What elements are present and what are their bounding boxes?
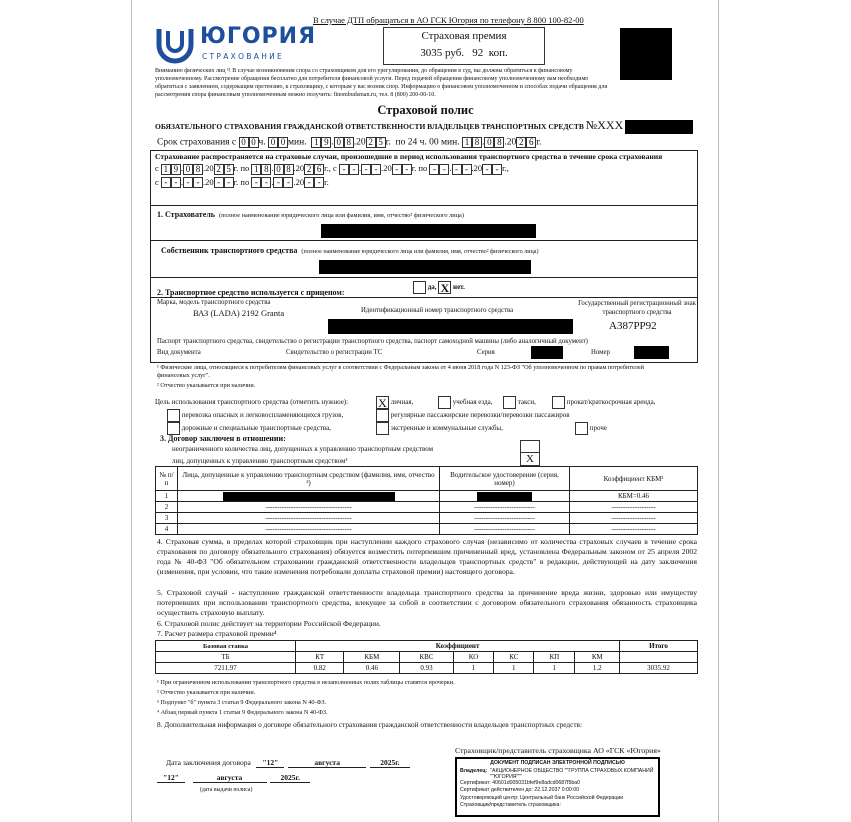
period-row-3: с - - . - - .20 - - г. по - - . - - .20 - - г. (155, 176, 329, 188)
ombudsman-notice: Вниманию физических лиц ¹! В случае возникновения спора со страховщиком для его урегулирования, до обращения в суд, вы должны обратиться к финансовому уполномоченному. Рассмотрение обращения бесплатно для потребителя финансовой услуги. Перед подачей обращения финансовому уполномоченному вам необходимо обратиться с заявлением, содержащим претензию, к страховщику, с которым у вас возник спор. Информацию о финансовом уполномоченном и способах подачи обращения для рассмотрения спора финансовым уполномоченным можно получить: finombudsman.ru, тел. 8 (800) 200-00-10. (155, 68, 608, 98)
digit-box: 2 (214, 164, 224, 175)
driver-name: ------------------------------------- (178, 502, 440, 513)
footnote-2: ² Отчество указывается при наличии. (157, 382, 256, 389)
year-label: г. (385, 137, 391, 148)
digit-box: - (402, 164, 412, 175)
digit-group (304, 163, 324, 173)
digit-group (311, 138, 331, 148)
digit-box: - (161, 177, 171, 188)
digit-box: - (452, 164, 462, 175)
usage-period-box (150, 150, 698, 206)
series-label: Серия (477, 349, 495, 356)
digit-box: 1 (462, 137, 472, 148)
coef-value: 1 (534, 663, 575, 674)
number-redacted (634, 346, 669, 359)
col-number: № п/п (156, 467, 178, 491)
digit-box: - (462, 164, 472, 175)
digit-box: - (171, 177, 181, 188)
digit-box: - (214, 177, 224, 188)
clause-6: 6. Страховой полис действует на территории Российской Федерации. (157, 619, 381, 628)
series-redacted (531, 346, 563, 359)
esig-valid: 22.12.2037 0:00:00 (534, 787, 580, 793)
digit-box: - (193, 177, 203, 188)
digit-box: 8 (472, 137, 482, 148)
digit-group (251, 177, 271, 187)
coef-value: 1 (453, 663, 494, 674)
hours-label: ч. (258, 137, 266, 148)
digit-box: 0 (183, 164, 193, 175)
row-number: 2 (156, 502, 178, 513)
digit-group (183, 177, 203, 187)
owner-section (150, 240, 698, 278)
digit-box: 8 (344, 137, 354, 148)
license: -------------------------- (440, 513, 570, 524)
digit-box: 0 (484, 137, 494, 148)
issue-day: "12" (157, 773, 185, 783)
digit-group (274, 163, 294, 173)
premium-calc-table (155, 640, 698, 674)
footnote-b2: ² Отчество указывается при наличии. (157, 689, 256, 696)
qr-code-redacted (620, 28, 672, 80)
license: -------------------------- (440, 502, 570, 513)
purpose-emergency-label: экстренные и коммунальные службы, (390, 424, 503, 433)
to-label: по (240, 163, 250, 173)
digit-group (268, 138, 288, 148)
premium-box (383, 27, 545, 65)
insurance-term: Срок страхования с 0 0 ч. 0 0 мин. 1 9 . 0 8 .20 2 5 г. по 24 ч. 00 мин. 1 8 . 0 8 .20 2 6 г. (157, 137, 542, 148)
digit-group (392, 163, 412, 173)
coef-name: КО (453, 652, 494, 663)
coef-name: КП (534, 652, 575, 663)
model-label: Марка, модель транспортного средства (157, 299, 271, 306)
doc-title: Паспорт транспортного средства, свидетельство о регистрации транспортного средства, паспорт самоходной машины (либо аналогичный документ) (157, 338, 588, 345)
kbm-value: ------------------- (570, 524, 698, 535)
clause-8: 8. Дополнительная информация о договоре обязательного страхования гражданской ответственности владельцев транспортных средств: (157, 720, 583, 729)
trailer-options (413, 281, 465, 294)
digit-box: 1 (251, 164, 261, 175)
total-value: 3035.92 (620, 663, 698, 674)
driver-name-redacted (178, 491, 440, 502)
drivers-table (155, 466, 698, 535)
footnote-b3: ³ Подпункт "б" пункта 3 статьи 9 Федерального закона N 40-ФЗ. (157, 699, 327, 706)
owner-label: Собственник транспортного средства (161, 246, 298, 255)
digit-group (239, 138, 259, 148)
esig-cert: 40601d005031bfef9e8adcd0687f5ba0 (492, 779, 580, 786)
digit-box: - (371, 164, 381, 175)
century: 20 (506, 137, 517, 148)
digit-box: 1 (161, 164, 171, 175)
esig-valid-label: Сертификат действителен до: (460, 787, 533, 793)
digit-box: 9 (171, 164, 181, 175)
trailer-yes-checkbox[interactable] (413, 281, 426, 294)
digit-box: 0 (334, 137, 344, 148)
e-signature-stamp (455, 757, 660, 817)
contract-date (166, 758, 410, 768)
digit-box: 8 (284, 164, 294, 175)
purpose-section (155, 393, 705, 435)
purpose-other-checkbox[interactable] (575, 422, 588, 435)
coef-name: КМ (575, 652, 620, 663)
contract-limited-checkbox[interactable]: X (520, 452, 540, 466)
footnote-1: ¹ Физические лица, относящиеся к потребителям финансовых услуг в соответствии с Федеральным закона от 4 июня 2018 года N 123-ФЗ "Об уполномоченном по правам потребителей финансовых услуг". (157, 364, 644, 379)
digit-group (273, 177, 293, 187)
row-number: 1 (156, 491, 178, 502)
digit-box: - (251, 177, 261, 188)
vin-redacted (328, 319, 573, 334)
coef-value: 0.93 (400, 663, 453, 674)
doc-type-label: Вид документа (157, 349, 201, 356)
digit-group (462, 138, 482, 148)
purpose-hazardous-checkbox[interactable] (167, 409, 180, 422)
plate-number: А387РР92 (609, 320, 657, 332)
trailer-no-label: нет. (453, 283, 465, 292)
purpose-passenger-checkbox[interactable] (376, 409, 389, 422)
digit-box: 0 (278, 137, 288, 148)
table-row (156, 524, 698, 535)
insurer-rep-label: Страховщик/представитель страховщика АО «ГСК «Югория» (455, 746, 661, 755)
page-title: Страховой полис (377, 103, 474, 117)
coef-name: КБМ (344, 652, 400, 663)
table-row (156, 513, 698, 524)
trailer-label: 2. Транспортное средство используется с прицепом: (157, 288, 345, 297)
total-header: Итого (620, 641, 698, 652)
total-empty (620, 652, 698, 663)
digit-box: 6 (314, 164, 324, 175)
purpose-special-label: дорожные и специальные транспортные средства, (181, 424, 331, 433)
coef-value: 1.2 (575, 663, 620, 674)
vin-label: Идентификационный номер транспортного средства (361, 307, 514, 314)
issue-date-hint: (дата выдачи полиса) (200, 787, 253, 793)
purpose-personal-checkbox[interactable]: X (376, 396, 389, 409)
clause-7: 7. Расчет размера страховой премии⁴ (157, 629, 277, 638)
digit-group (482, 163, 502, 173)
insurer-section (150, 205, 698, 241)
kbm-value: КБМ=0.46 (570, 491, 698, 502)
esig-owner: "АКЦИОНЕРНОЕ ОБЩЕСТВО ""ГРУППА СТРАХОВЫХ КОМПАНИЙ ""ЮГОРИЯ""" (490, 767, 654, 780)
contract-unlimited-label: неограниченного количества лиц, допущенных к управлению транспортным средством (172, 445, 433, 453)
row-number: 3 (156, 513, 178, 524)
digit-box: - (482, 164, 492, 175)
usage-period-title: Страхование распространяется на страховые случаи, произошедшие в период использования транспортного средства в течение срока страхования (155, 152, 663, 161)
coef-value: 7211.97 (156, 663, 296, 674)
digit-box: 1 (311, 137, 321, 148)
coef-value: 0.46 (344, 663, 400, 674)
digit-box: 6 (526, 137, 536, 148)
logo-name: ЮГОРИЯ (200, 24, 317, 49)
minutes-label: мин. (288, 137, 307, 148)
table-row (156, 491, 698, 502)
digit-group (304, 177, 324, 187)
plate-label: Государственный регистрационный знак транспортного средства (578, 300, 696, 316)
digit-box: 2 (304, 164, 314, 175)
digit-group (334, 138, 354, 148)
clause-5: 5. Страховой случай - наступление гражданской ответственности владельца транспортного средства за причинение вреда жизни, здоровью или имуществу потерпевших при использовании транспортного средства, влекущее за собой в соответствии с договором обязательного страхования обязанность страховщика осуществить страховую выплату. (157, 588, 697, 617)
policy-number-redacted (625, 120, 693, 134)
doc-type: Свидетельство о регистрации ТС (286, 349, 383, 356)
purpose-label: Цель использования транспортного средства (отметить нужное): (155, 398, 349, 406)
coef-values-row (156, 663, 698, 674)
issue-year: 2025г. (270, 773, 310, 783)
policy-number: №XXX (585, 118, 624, 132)
col-license: Водительское удостоверение (серия, номер) (440, 467, 570, 491)
digit-box: 8 (193, 164, 203, 175)
issue-date (157, 773, 310, 783)
purpose-hazardous-label: перевозка опасных и легковоспламеняющихся грузов, (181, 411, 344, 420)
col-kbm: Коэффициент КБМ³ (570, 467, 698, 491)
logo-mark-icon (155, 27, 195, 65)
esig-ca-label: Удостоверяющий центр: (460, 794, 519, 801)
coef-value: 1 (494, 663, 534, 674)
term-label: Срок страхования с (157, 137, 237, 148)
digit-box: - (361, 164, 371, 175)
insurer-hint: (полное наименование юридического лица или фамилия, имя, отчество² физического лица) (218, 212, 464, 219)
esig-title: ДОКУМЕНТ ПОДПИСАН ЭЛЕКТРОННОЙ ПОДПИСЬЮ (490, 760, 625, 766)
contract-label: 3. Договор заключен в отношении: (160, 434, 286, 443)
digit-box: - (349, 164, 359, 175)
esig-ca: Центральный банк Российской Федерации (520, 794, 624, 801)
digit-box: - (283, 177, 293, 188)
purpose-training-label: учебная езда, (452, 398, 493, 407)
driver-name: ------------------------------------- (178, 524, 440, 535)
digit-group (452, 163, 472, 173)
purpose-training-checkbox[interactable] (438, 396, 451, 409)
contract-limited-label: лиц, допущенных к управлению транспортным средством¹ (172, 457, 348, 465)
digit-box: 8 (494, 137, 504, 148)
premium-value: 3035 руб. 92 коп. (420, 47, 508, 59)
company-logo (155, 24, 317, 65)
clause-4: 4. Страховая сумма, в пределах которой страховщик при наступлении каждого страхового случая (независимо от количества страховых случаев в течение срока страхования по договору обязательного страхования) обязуется возместить потерпевшим причиненный вред, установлена Федеральным законом от 25 апреля 2002 года № 40-ФЗ "Об обязательном страховании гражданской ответственности владельцев транспортных средств" в редакции, действующей на дату заключения (изменения, при условии, что такие изменения потребовали доплаты страховой премии) настоящего договора. (157, 537, 697, 576)
coef-header: Коэффициент (296, 641, 620, 652)
digit-group (214, 163, 234, 173)
purpose-passenger-label: регулярные пассажирские перевозки/перевозки пассажиров (390, 411, 570, 420)
digit-box: - (339, 164, 349, 175)
contract-day: "12" (256, 758, 284, 768)
logo-subtitle: СТРАХОВАНИЕ (202, 52, 285, 61)
base-rate-header: Базовая ставка (156, 641, 296, 652)
purpose-rent-label: прокат/краткосрочная аренда, (566, 398, 656, 407)
coef-name: КС (494, 652, 534, 663)
digit-group (516, 138, 536, 148)
digit-group (251, 163, 271, 173)
coef-name: КВС (400, 652, 453, 663)
period-row-1: с 1 9 . 0 8 .20 2 5 г. по 1 8 . 0 8 .20 2 6 г., с - - . - - .20 - - г. по - - . - - .20 - - г., (155, 163, 509, 174)
digit-group (361, 163, 381, 173)
kbm-value: ------------------- (570, 513, 698, 524)
digit-box: 0 (274, 164, 284, 175)
year-label: г. (536, 137, 542, 148)
digit-box: - (183, 177, 193, 188)
digit-box: - (429, 164, 439, 175)
owner-name-redacted (319, 260, 531, 274)
term-to-label: по 24 ч. 00 мин. (395, 137, 460, 148)
year-label: г. (233, 163, 239, 173)
digit-group (339, 163, 359, 173)
esig-cert-label: Сертификат: (460, 779, 491, 786)
digit-box: - (392, 164, 402, 175)
purpose-taxi-label: такси, (517, 398, 536, 407)
digit-group (161, 177, 181, 187)
digit-box: - (439, 164, 449, 175)
insurer-label: 1. Страхователь (157, 210, 215, 219)
digit-box: - (224, 177, 234, 188)
digit-box: 8 (261, 164, 271, 175)
digit-box: 2 (366, 137, 376, 148)
number-label: Номер (591, 349, 610, 356)
coef-name: КТ (296, 652, 344, 663)
premium-label: Страховая премия (421, 30, 507, 42)
digit-box: 5 (224, 164, 234, 175)
digit-group (366, 138, 386, 148)
purpose-other-label: проче (589, 424, 607, 433)
trailer-yes-label: да, (427, 283, 437, 292)
contract-date-label: Дата заключения договора (166, 758, 251, 767)
digit-box: - (261, 177, 271, 188)
century: 20 (356, 137, 366, 148)
digit-box: 5 (376, 137, 386, 148)
digit-box: 0 (268, 137, 278, 148)
accident-phone-notice: В случае ДТП обращаться в АО ГСК Югория по телефону 8 800 100-82-00 (313, 15, 584, 25)
policy-subtitle (155, 118, 693, 134)
kbm-value: ------------------- (570, 502, 698, 513)
issue-month: августа (193, 773, 267, 783)
digit-group (484, 138, 504, 148)
digit-group (429, 163, 449, 173)
digit-box: 9 (321, 137, 331, 148)
footnote-b4: ⁴ Абзац первый пункта 1 статьи 9 Федерального закона N 40-ФЗ. (157, 709, 328, 716)
purpose-personal-label: личная, (390, 398, 414, 407)
digit-box: - (273, 177, 283, 188)
subtitle-text: ОБЯЗАТЕЛЬНОГО СТРАХОВАНИЯ ГРАЖДАНСКОЙ ОТВЕТСТВЕННОСТИ ВЛАДЕЛЬЦЕВ ТРАНСПОРТНЫХ СРЕДСТВ (155, 122, 584, 131)
coef-value: 0.82 (296, 663, 344, 674)
trailer-no-checkbox[interactable]: X (438, 281, 451, 294)
footnote-b1: ¹ При ограниченном использовании транспортного средства в незаполненных полях таблицы ставятся прочерки. (157, 679, 455, 686)
contract-month: августа (288, 758, 366, 768)
purpose-taxi-checkbox[interactable] (503, 396, 516, 409)
digit-box: - (492, 164, 502, 175)
row-number: 4 (156, 524, 178, 535)
contract-year: 2025г. (370, 758, 410, 768)
digit-group (183, 163, 203, 173)
purpose-emergency-checkbox[interactable] (376, 422, 389, 435)
license: -------------------------- (440, 524, 570, 535)
esig-owner-label: Владелец: (460, 767, 488, 774)
digit-box: - (304, 177, 314, 188)
vehicle-model: ВАЗ (LADA) 2192 Granta (193, 308, 285, 318)
owner-hint: (полное наименование юридического лица или фамилия, имя, отчество² физического лица) (301, 249, 539, 255)
from-label: с (155, 163, 159, 173)
digit-box: - (314, 177, 324, 188)
coef-name: ТБ (156, 652, 296, 663)
digit-group (161, 163, 181, 173)
trailer-section (150, 277, 698, 298)
esig-rep-label: Страховщик/представитель страховщика: (460, 802, 561, 808)
digit-box: 0 (249, 137, 259, 148)
digit-box: 0 (239, 137, 249, 148)
driver-name: ------------------------------------- (178, 513, 440, 524)
digit-group (214, 177, 234, 187)
coef-names-row (156, 652, 698, 663)
purpose-rent-checkbox[interactable] (552, 396, 565, 409)
insurer-name-redacted (321, 224, 536, 238)
table-row (156, 502, 698, 513)
col-driver-name: Лица, допущенные к управлению транспортным средством (фамилия, имя, отчество ²) (178, 467, 440, 491)
license-redacted (440, 491, 570, 502)
digit-box: 2 (516, 137, 526, 148)
